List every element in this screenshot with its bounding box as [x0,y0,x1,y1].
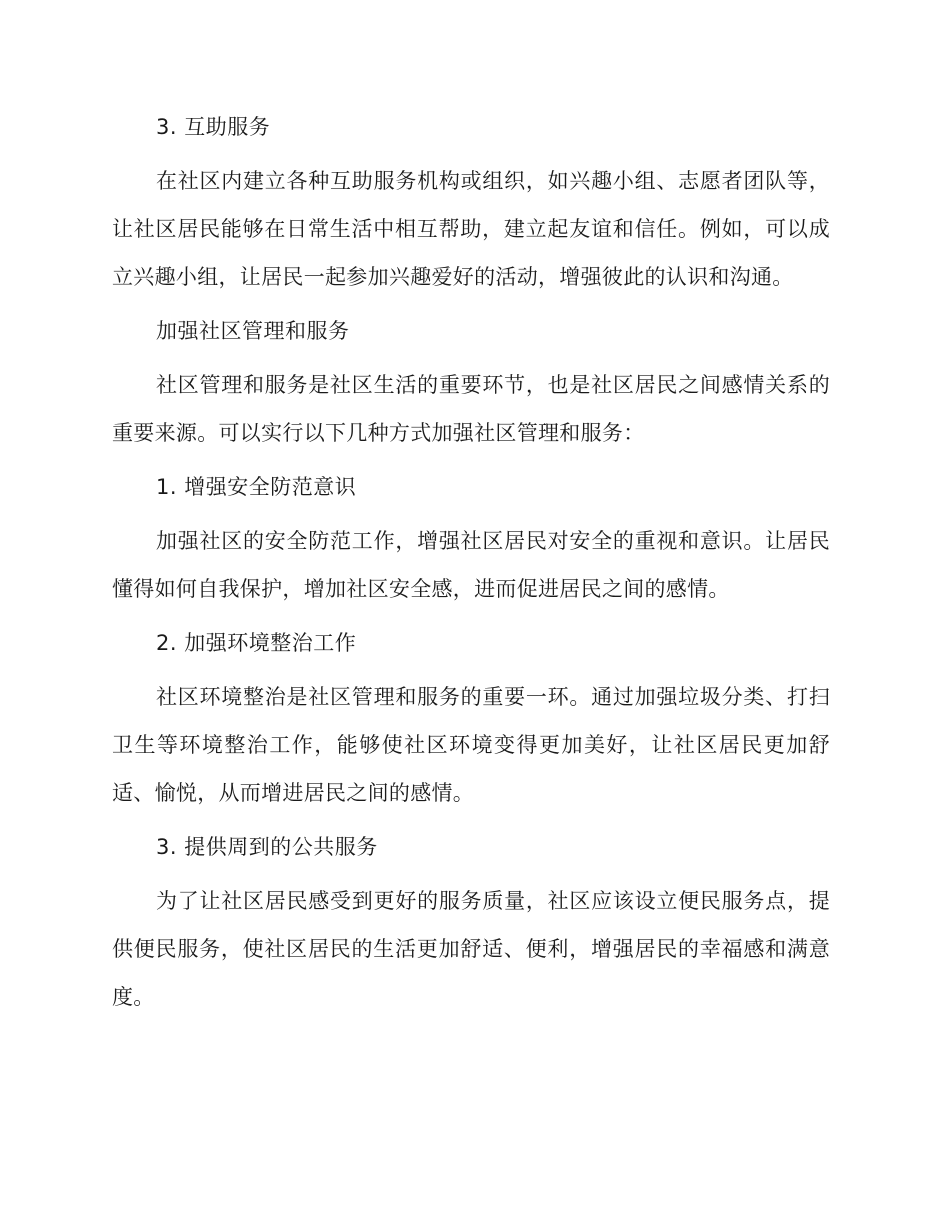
section-heading-safety: 1. 增强安全防范意识 [156,475,357,499]
section-heading-environment: 2. 加强环境整治工作 [156,631,357,655]
section-paragraph-community-management: 社区管理和服务是社区生活的重要环节，也是社区居民之间感情关系的重要来源。可以实行以下几种方式加强社区管理和服务： [112,373,830,445]
section-paragraph-public-service: 为了让社区居民感受到更好的服务质量，社区应该设立便民服务点，提供便民服务，使社区居民的生活更加舒适、便利，增强居民的幸福感和满意度。 [112,889,830,1009]
section-heading-public-service: 3. 提供周到的公共服务 [156,835,378,859]
document-page [112,110,830,1034]
section-paragraph-mutual-aid: 在社区内建立各种互助服务机构或组织，如兴趣小组、志愿者团队等，让社区居民能够在日常生活中相互帮助，建立起友谊和信任。例如，可以成立兴趣小组，让居民一起参加兴趣爱好的活动，增强彼此的认识和沟通。 [112,169,830,289]
section-paragraph-environment: 社区环境整治是社区管理和服务的重要一环。通过加强垃圾分类、打扫卫生等环境整治工作，能够使社区环境变得更加美好，让社区居民更加舒适、愉悦，从而增进居民之间的感情。 [112,685,830,805]
section-paragraph-safety: 加强社区的安全防范工作，增强社区居民对安全的重视和意识。让居民懂得如何自我保护，增加社区安全感，进而促进居民之间的感情。 [112,529,830,601]
section-heading-community-management: 加强社区管理和服务 [156,319,350,343]
section-heading-mutual-aid: 3. 互助服务 [156,115,271,139]
